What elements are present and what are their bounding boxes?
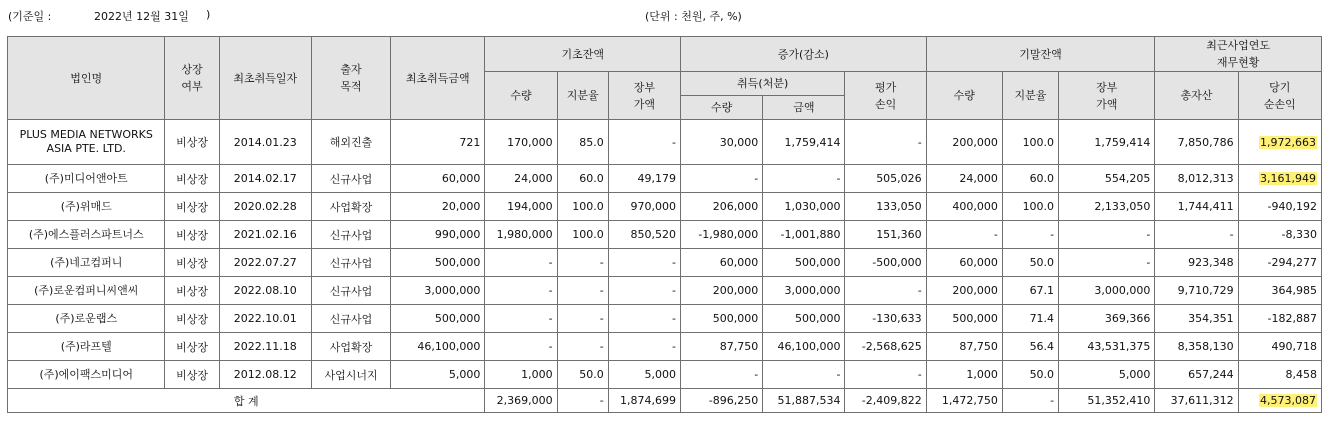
header-corp-name: 법인명 xyxy=(8,37,165,120)
cell-end-ratio: 50.0 xyxy=(1002,249,1058,277)
cell-change-amount: -1,001,880 xyxy=(763,221,845,249)
header-change-amount: 금액 xyxy=(763,96,845,120)
cell-begin-book: 850,520 xyxy=(608,221,680,249)
cell-total-assets: 7,850,786 xyxy=(1155,120,1238,165)
header-end-book: 장부 가액 xyxy=(1059,72,1155,120)
cell-valuation: 151,360 xyxy=(845,221,926,249)
header-end-ratio: 지분율 xyxy=(1002,72,1058,120)
cell-end-qty: 1,000 xyxy=(926,361,1002,389)
table-header xyxy=(8,37,1322,120)
header-change: 증가(감소) xyxy=(680,37,926,72)
cell-first-acq-date: 2012.08.12 xyxy=(219,361,311,389)
cell-end-book: 369,366 xyxy=(1059,305,1155,333)
total-net-income-value: 4,573,087 xyxy=(1260,394,1316,407)
cell-begin-book: - xyxy=(608,277,680,305)
cell-net-income xyxy=(1238,165,1321,193)
cell-corp-name: (주)라프텔 xyxy=(8,333,165,361)
cell-end-ratio: 60.0 xyxy=(1002,165,1058,193)
cell-end-qty: 200,000 xyxy=(926,277,1002,305)
cell-first-acq-amount: 990,000 xyxy=(391,221,485,249)
cell-change-amount: 1,030,000 xyxy=(763,193,845,221)
cell-begin-ratio: 100.0 xyxy=(557,193,608,221)
cell-purpose: 사업시너지 xyxy=(311,361,390,389)
cell-total-assets: 657,244 xyxy=(1155,361,1238,389)
cell-begin-qty: 170,000 xyxy=(485,120,557,165)
cell-first-acq-date: 2022.07.27 xyxy=(219,249,311,277)
cell-change-qty: 87,750 xyxy=(680,333,762,361)
cell-change-amount: - xyxy=(763,165,845,193)
cell-change-amount: 500,000 xyxy=(763,249,845,277)
cell-begin-ratio: 100.0 xyxy=(557,221,608,249)
cell-net-income xyxy=(1238,333,1321,361)
header-first-acq-amount: 최초취득금액 xyxy=(391,37,485,120)
total-net-income xyxy=(1238,389,1321,413)
net-income-value: 490,718 xyxy=(1271,340,1317,353)
cell-begin-qty: - xyxy=(485,277,557,305)
cell-end-book: 1,759,414 xyxy=(1059,120,1155,165)
cell-begin-qty: - xyxy=(485,249,557,277)
cell-first-acq-date: 2020.02.28 xyxy=(219,193,311,221)
cell-change-qty: - xyxy=(680,165,762,193)
cell-first-acq-date: 2022.11.18 xyxy=(219,333,311,361)
total-row xyxy=(8,389,1322,413)
table-total xyxy=(8,389,1322,413)
cell-net-income xyxy=(1238,249,1321,277)
total-end-ratio: - xyxy=(1002,389,1058,413)
cell-listed: 비상장 xyxy=(165,361,219,389)
cell-end-qty: 24,000 xyxy=(926,165,1002,193)
cell-begin-ratio: - xyxy=(557,333,608,361)
cell-begin-book: - xyxy=(608,305,680,333)
cell-end-ratio: 100.0 xyxy=(1002,120,1058,165)
cell-valuation: - xyxy=(845,120,926,165)
table-row xyxy=(8,221,1322,249)
cell-purpose: 신규사업 xyxy=(311,277,390,305)
cell-begin-ratio: - xyxy=(557,249,608,277)
cell-corp-name: (주)로운컴퍼니씨앤씨 xyxy=(8,277,165,305)
table-row xyxy=(8,165,1322,193)
cell-corp-name: PLUS MEDIA NETWORKS ASIA PTE. LTD. xyxy=(8,120,165,165)
cell-corp-name: (주)로운랩스 xyxy=(8,305,165,333)
cell-end-book: - xyxy=(1059,221,1155,249)
total-end-qty: 1,472,750 xyxy=(926,389,1002,413)
cell-change-qty: 500,000 xyxy=(680,305,762,333)
cell-end-qty: - xyxy=(926,221,1002,249)
cell-purpose: 신규사업 xyxy=(311,249,390,277)
cell-listed: 비상장 xyxy=(165,333,219,361)
cell-end-ratio: 71.4 xyxy=(1002,305,1058,333)
cell-purpose: 사업확장 xyxy=(311,193,390,221)
total-change-amount: 51,887,534 xyxy=(763,389,845,413)
header-purpose: 출자 목적 xyxy=(311,37,390,120)
net-income-value: 364,985 xyxy=(1271,284,1317,297)
cell-begin-ratio: - xyxy=(557,305,608,333)
cell-first-acq-amount: 3,000,000 xyxy=(391,277,485,305)
header-acquire-dispose: 취득(처분) xyxy=(680,72,844,96)
header-net-income: 당기 순손익 xyxy=(1238,72,1321,120)
cell-listed: 비상장 xyxy=(165,120,219,165)
cell-first-acq-date: 2021.02.16 xyxy=(219,221,311,249)
header-begin-book: 장부 가액 xyxy=(608,72,680,120)
cell-corp-name: (주)에이팩스미디어 xyxy=(8,361,165,389)
total-begin-qty: 2,369,000 xyxy=(485,389,557,413)
total-end-book: 51,352,410 xyxy=(1059,389,1155,413)
cell-valuation: - xyxy=(845,361,926,389)
header-begin-qty: 수량 xyxy=(485,72,557,120)
cell-change-amount: 3,000,000 xyxy=(763,277,845,305)
total-begin-ratio: - xyxy=(557,389,608,413)
cell-total-assets: 923,348 xyxy=(1155,249,1238,277)
net-income-value: 8,458 xyxy=(1285,368,1317,381)
cell-first-acq-date: 2022.08.10 xyxy=(219,277,311,305)
cell-total-assets: 8,358,130 xyxy=(1155,333,1238,361)
cell-end-book: - xyxy=(1059,249,1155,277)
cell-end-qty: 400,000 xyxy=(926,193,1002,221)
cell-end-book: 43,531,375 xyxy=(1059,333,1155,361)
total-assets: 37,611,312 xyxy=(1155,389,1238,413)
cell-change-amount: 500,000 xyxy=(763,305,845,333)
header-listed: 상장 여부 xyxy=(165,37,219,120)
net-income-value: -940,192 xyxy=(1267,200,1317,213)
header-first-acq-date: 최초취득일자 xyxy=(219,37,311,120)
cell-purpose: 해외진출 xyxy=(311,120,390,165)
cell-begin-qty: 1,980,000 xyxy=(485,221,557,249)
cell-change-qty: 200,000 xyxy=(680,277,762,305)
cell-end-book: 2,133,050 xyxy=(1059,193,1155,221)
cell-corp-name: (주)위매드 xyxy=(8,193,165,221)
table-row xyxy=(8,305,1322,333)
cell-begin-qty: 194,000 xyxy=(485,193,557,221)
total-label: 합 계 xyxy=(8,389,485,413)
cell-end-ratio: 56.4 xyxy=(1002,333,1058,361)
header-begin-ratio: 지분율 xyxy=(557,72,608,120)
base-date-close: ) xyxy=(206,8,211,21)
table-row xyxy=(8,249,1322,277)
net-income-value: 1,972,663 xyxy=(1260,135,1316,149)
cell-purpose: 신규사업 xyxy=(311,165,390,193)
cell-net-income xyxy=(1238,120,1321,165)
cell-first-acq-amount: 5,000 xyxy=(391,361,485,389)
cell-listed: 비상장 xyxy=(165,305,219,333)
table-row xyxy=(8,120,1322,165)
report-header xyxy=(8,8,1328,26)
cell-end-book: 3,000,000 xyxy=(1059,277,1155,305)
cell-first-acq-amount: 20,000 xyxy=(391,193,485,221)
unit-note: (단위 : 천원, 주, %) xyxy=(645,10,742,23)
table-body xyxy=(8,120,1322,389)
cell-first-acq-amount: 46,100,000 xyxy=(391,333,485,361)
cell-begin-ratio: 60.0 xyxy=(557,165,608,193)
cell-end-ratio: 100.0 xyxy=(1002,193,1058,221)
total-valuation: -2,409,822 xyxy=(845,389,926,413)
net-income-value: -182,887 xyxy=(1267,312,1317,325)
cell-change-amount: 46,100,000 xyxy=(763,333,845,361)
table-row xyxy=(8,193,1322,221)
cell-begin-ratio: 50.0 xyxy=(557,361,608,389)
header-total-assets: 총자산 xyxy=(1155,72,1238,120)
cell-begin-book: - xyxy=(608,249,680,277)
net-income-value: 3,161,949 xyxy=(1260,172,1316,185)
cell-total-assets: 1,744,411 xyxy=(1155,193,1238,221)
cell-first-acq-date: 2022.10.01 xyxy=(219,305,311,333)
cell-end-book: 5,000 xyxy=(1059,361,1155,389)
total-change-qty: -896,250 xyxy=(680,389,762,413)
cell-first-acq-amount: 60,000 xyxy=(391,165,485,193)
header-valuation: 평가 손익 xyxy=(845,72,926,120)
cell-end-ratio: 50.0 xyxy=(1002,361,1058,389)
header-recent-fin: 최근사업연도 재무현황 xyxy=(1155,37,1322,72)
cell-first-acq-date: 2014.01.23 xyxy=(219,120,311,165)
cell-begin-qty: 1,000 xyxy=(485,361,557,389)
cell-corp-name: (주)미디어앤아트 xyxy=(8,165,165,193)
cell-begin-book: - xyxy=(608,333,680,361)
base-date-value: 2022년 12월 31일 xyxy=(94,10,189,23)
cell-valuation: - xyxy=(845,277,926,305)
cell-begin-book: 49,179 xyxy=(608,165,680,193)
cell-end-qty: 200,000 xyxy=(926,120,1002,165)
cell-total-assets: 354,351 xyxy=(1155,305,1238,333)
cell-net-income xyxy=(1238,361,1321,389)
cell-valuation: -500,000 xyxy=(845,249,926,277)
cell-valuation: -130,633 xyxy=(845,305,926,333)
cell-first-acq-amount: 721 xyxy=(391,120,485,165)
cell-net-income xyxy=(1238,221,1321,249)
cell-end-ratio: 67.1 xyxy=(1002,277,1058,305)
table-row xyxy=(8,333,1322,361)
cell-change-amount: 1,759,414 xyxy=(763,120,845,165)
table-row xyxy=(8,361,1322,389)
cell-end-qty: 60,000 xyxy=(926,249,1002,277)
net-income-value: -8,330 xyxy=(1281,228,1317,241)
cell-purpose: 신규사업 xyxy=(311,221,390,249)
cell-end-ratio: - xyxy=(1002,221,1058,249)
cell-listed: 비상장 xyxy=(165,249,219,277)
cell-net-income xyxy=(1238,277,1321,305)
cell-change-qty: 206,000 xyxy=(680,193,762,221)
cell-purpose: 사업확장 xyxy=(311,333,390,361)
cell-total-assets: - xyxy=(1155,221,1238,249)
table-row xyxy=(8,277,1322,305)
cell-valuation: 505,026 xyxy=(845,165,926,193)
total-begin-book: 1,874,699 xyxy=(608,389,680,413)
cell-valuation: 133,050 xyxy=(845,193,926,221)
cell-change-qty: 60,000 xyxy=(680,249,762,277)
cell-net-income xyxy=(1238,305,1321,333)
cell-begin-qty: 24,000 xyxy=(485,165,557,193)
net-income-value: -294,277 xyxy=(1267,256,1317,269)
cell-change-qty: - xyxy=(680,361,762,389)
cell-listed: 비상장 xyxy=(165,165,219,193)
cell-valuation: -2,568,625 xyxy=(845,333,926,361)
cell-corp-name: (주)에스플러스파트너스 xyxy=(8,221,165,249)
cell-listed: 비상장 xyxy=(165,221,219,249)
cell-net-income xyxy=(1238,193,1321,221)
cell-total-assets: 9,710,729 xyxy=(1155,277,1238,305)
cell-begin-qty: - xyxy=(485,333,557,361)
cell-first-acq-amount: 500,000 xyxy=(391,249,485,277)
header-end-qty: 수량 xyxy=(926,72,1002,120)
cell-begin-qty: - xyxy=(485,305,557,333)
header-change-qty: 수량 xyxy=(680,96,762,120)
cell-listed: 비상장 xyxy=(165,277,219,305)
cell-corp-name: (주)네고컴퍼니 xyxy=(8,249,165,277)
cell-end-book: 554,205 xyxy=(1059,165,1155,193)
header-begin-balance: 기초잔액 xyxy=(485,37,681,72)
cell-begin-book: 5,000 xyxy=(608,361,680,389)
investment-table xyxy=(7,36,1322,413)
cell-change-qty: 30,000 xyxy=(680,120,762,165)
cell-change-qty: -1,980,000 xyxy=(680,221,762,249)
base-date-label: (기준일 : xyxy=(8,10,52,23)
cell-end-qty: 87,750 xyxy=(926,333,1002,361)
cell-total-assets: 8,012,313 xyxy=(1155,165,1238,193)
cell-first-acq-amount: 500,000 xyxy=(391,305,485,333)
header-end-balance: 기말잔액 xyxy=(926,37,1155,72)
cell-listed: 비상장 xyxy=(165,193,219,221)
cell-begin-ratio: 85.0 xyxy=(557,120,608,165)
cell-purpose: 신규사업 xyxy=(311,305,390,333)
cell-change-amount: - xyxy=(763,361,845,389)
cell-end-qty: 500,000 xyxy=(926,305,1002,333)
cell-begin-book: - xyxy=(608,120,680,165)
cell-first-acq-date: 2014.02.17 xyxy=(219,165,311,193)
cell-begin-book: 970,000 xyxy=(608,193,680,221)
cell-begin-ratio: - xyxy=(557,277,608,305)
